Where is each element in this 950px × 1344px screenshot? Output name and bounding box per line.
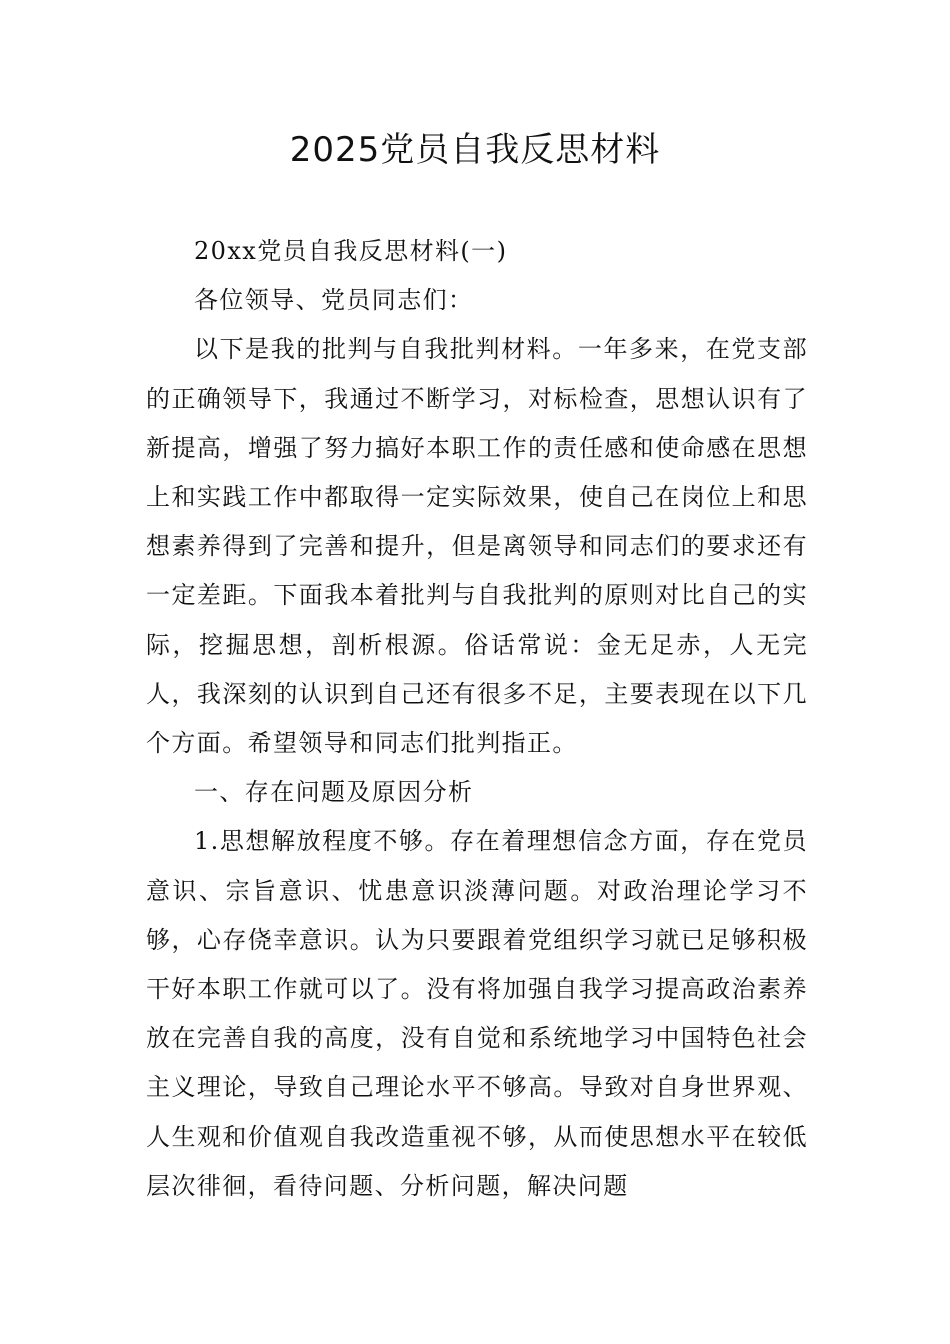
document-title: 2025党员自我反思材料 xyxy=(289,130,661,170)
paragraph-subtitle: 20xx党员自我反思材料(一) xyxy=(194,237,508,265)
paragraph-point-1: 1.思想解放程度不够。存在着理想信念方面，存在党员意识、宗旨意识、忧患意识淡薄问题。对政治理论学习不够，心存侥幸意识。认为只要跟着党组织学习就已足够积极干好本职工作就可以了。没有将加强自我学习提高政治素养放在完善自我的高度，没有自觉和系统地学习中国特色社会主义理论，导致自己理论水平不够高。导致对自身世界观、人生观和价值观自我改造重视不够，从而使思想水平在较低层次徘徊，看待问题、分析问题，解决问题 xyxy=(146,827,808,1200)
section-heading: 一、存在问题及原因分析 xyxy=(194,778,474,807)
document-body xyxy=(146,227,808,1211)
paragraph-intro: 以下是我的批判与自我批判材料。一年多来，在党支部的正确领导下，我通过不断学习，对标检查，思想认识有了新提高，增强了努力搞好本职工作的责任感和使命感在思想上和实践工作中都取得一定实际效果，使自己在岗位上和思想素养得到了完善和提升，但是离领导和同志们的要求还有一定差距。下面我本着批判与自我批判的原则对比自己的实际，挖掘思想，剖析根源。俗话常说：金无足赤，人无完人，我深刻的认识到自己还有很多不足，主要表现在以下几个方面。希望领导和同志们批判指正。 xyxy=(146,335,808,758)
paragraph-salutation: 各位领导、党员同志们： xyxy=(194,286,474,315)
